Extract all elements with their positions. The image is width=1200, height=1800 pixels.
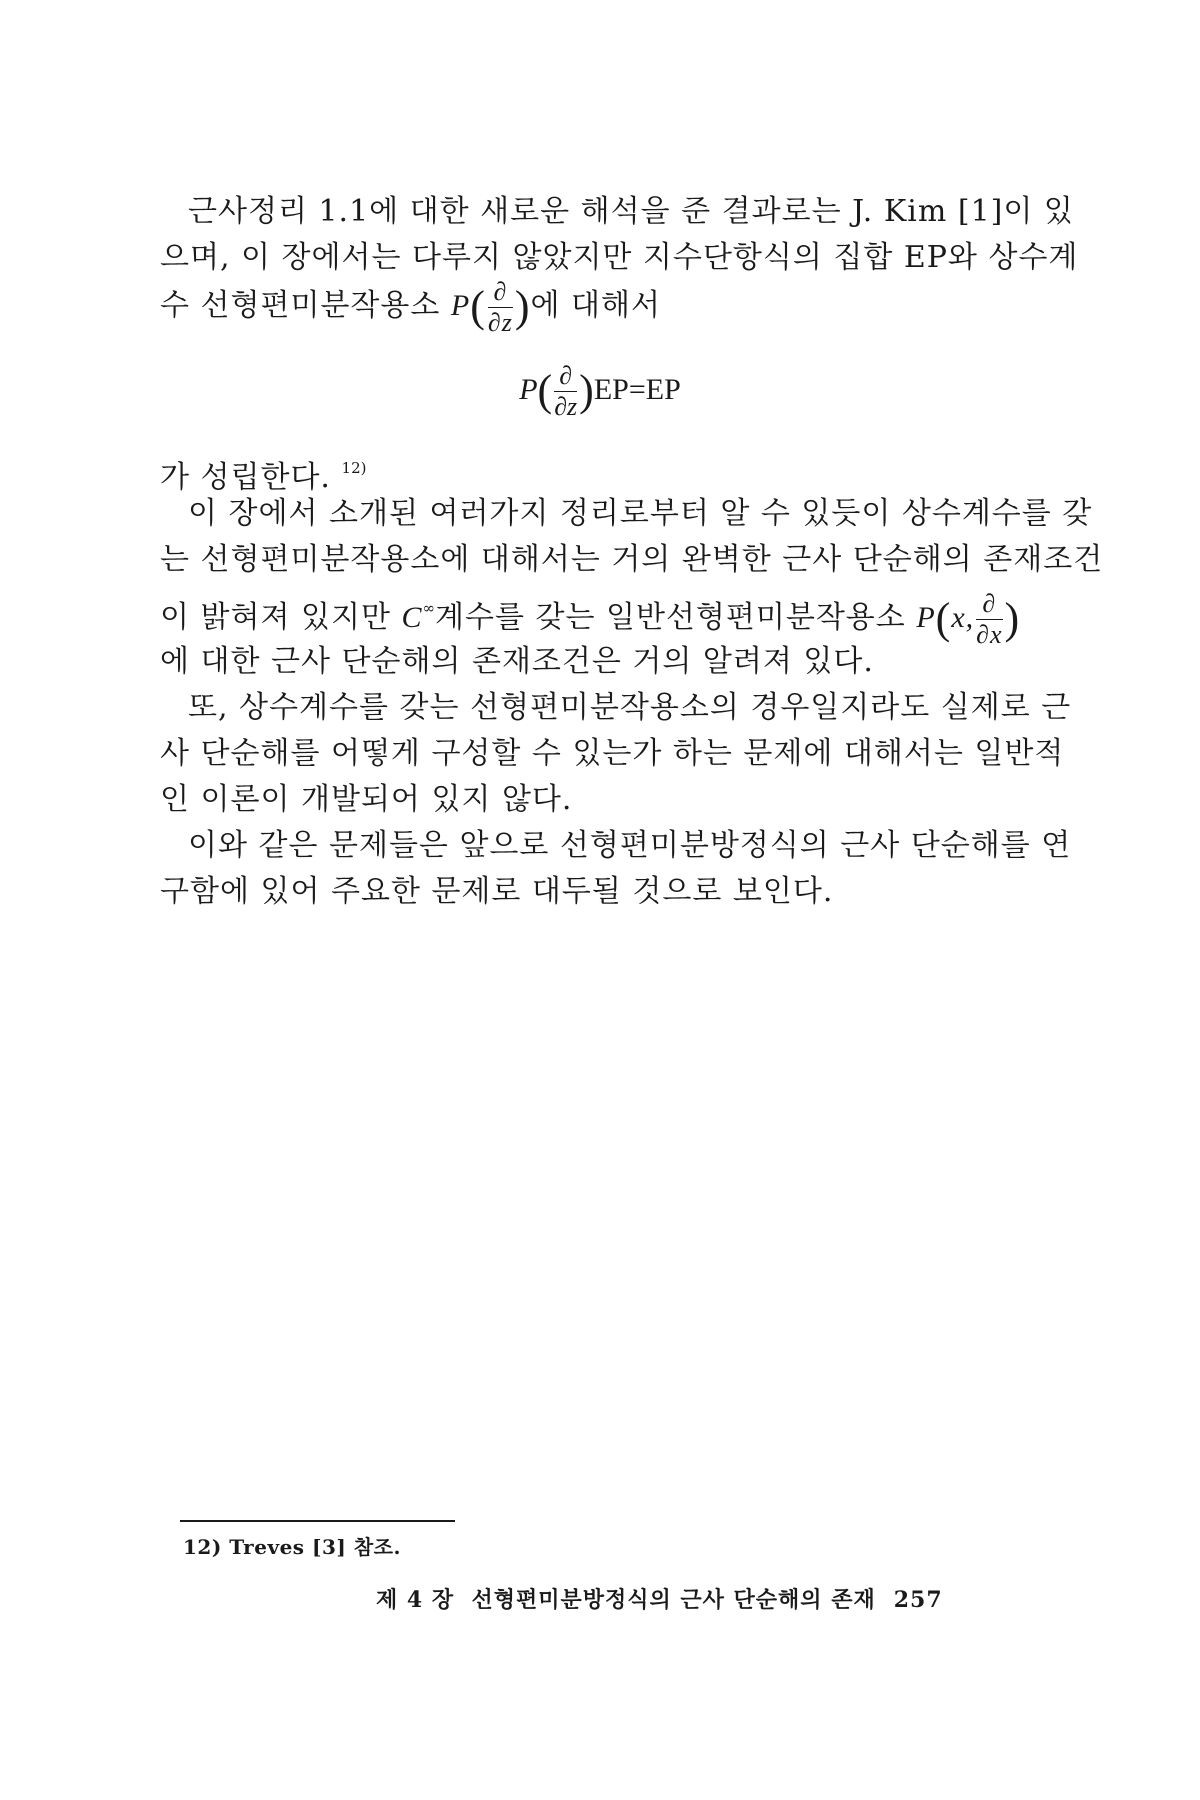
partial-derivative-fraction bbox=[554, 360, 578, 421]
partial-derivative-fraction bbox=[976, 588, 1003, 649]
text-run: 근사정리 1.1에 대한 새로운 해석을 준 결과로는 J. Kim [1]이 있 bbox=[188, 194, 1074, 229]
left-paren: ( bbox=[537, 366, 553, 415]
paragraph-1-line-3 bbox=[160, 276, 995, 336]
paragraph-1-line-2 bbox=[160, 238, 1079, 278]
footnote-rule bbox=[180, 1520, 455, 1522]
fraction-numerator: ∂ bbox=[488, 279, 513, 308]
text-run: 으며, 이 장에서는 다루지 않았지만 지수단항식의 집합 EP와 상수계 bbox=[160, 240, 1079, 275]
equation-rhs: EP=EP bbox=[593, 373, 681, 406]
text-run: 이 밝혀져 있지만 bbox=[160, 600, 391, 635]
paragraph-3-line-3 bbox=[160, 780, 995, 820]
operator-symbol: P bbox=[916, 601, 936, 634]
right-paren: ) bbox=[514, 282, 531, 331]
text-run: 에 대해서 bbox=[530, 288, 661, 323]
paragraph-4-line-2 bbox=[160, 872, 995, 912]
paragraph-2-line-4 bbox=[160, 642, 995, 682]
text-run: 가 성립한다. bbox=[160, 460, 331, 495]
left-paren: ( bbox=[470, 282, 486, 331]
text-run: 이 장에서 소개된 여러가지 정리로부터 알 수 있듯이 상수계수를 갖 bbox=[188, 496, 1093, 531]
paragraph-3-line-2 bbox=[160, 734, 1065, 774]
fraction-numerator: ∂ bbox=[976, 591, 1002, 620]
paragraph-2-line-2 bbox=[160, 540, 1104, 580]
variable-x: x, bbox=[951, 601, 975, 634]
text-run: 또, 상수계수를 갖는 선형편미분작용소의 경우일지라도 실제로 근 bbox=[188, 690, 1072, 725]
fraction-denominator: ∂z bbox=[487, 307, 513, 337]
text-run: 수 선형편미분작용소 bbox=[160, 288, 441, 323]
paragraph-2-line-3 bbox=[160, 578, 1021, 649]
text-run: 이와 같은 문제들은 앞으로 선형편미분방정식의 근사 단순해를 연 bbox=[188, 828, 1072, 863]
text-run: 는 선형편미분작용소에 대해서는 거의 완벽한 근사 단순해의 존재조건 bbox=[160, 542, 1104, 577]
text-run: 구함에 있어 주요한 문제로 대두될 것으로 보인다. bbox=[160, 874, 834, 909]
partial-derivative-fraction bbox=[487, 276, 513, 337]
text-run: 에 대한 근사 단순해의 존재조건은 거의 알려져 있다. bbox=[160, 644, 874, 679]
chapter-title: 제 4 장 선형편미분방정식의 근사 단순해의 존재 bbox=[376, 1587, 876, 1613]
right-paren: ) bbox=[1004, 594, 1021, 643]
paragraph-3-line-1 bbox=[160, 688, 1072, 728]
page-number: 257 bbox=[893, 1587, 943, 1613]
left-paren: ( bbox=[935, 594, 952, 643]
display-equation bbox=[0, 360, 1200, 420]
fraction-denominator: ∂x bbox=[976, 619, 1003, 649]
infinity-superscript: ∞ bbox=[422, 599, 435, 617]
footnote-marker: 12) bbox=[341, 459, 367, 477]
operator-symbol: P bbox=[450, 289, 471, 322]
text-run: 사 단순해를 어떻게 구성할 수 있는가 하는 문제에 대해서는 일반적 bbox=[160, 736, 1065, 771]
operator-symbol: P bbox=[519, 373, 538, 406]
paragraph-4-line-1 bbox=[160, 826, 1072, 866]
paragraph-2-line-1 bbox=[160, 494, 1093, 534]
text-run: 인 이론이 개발되어 있지 않다. bbox=[160, 782, 573, 817]
footnote: 12) Treves [3] 참조. bbox=[183, 1535, 401, 1559]
text-run: 계수를 갖는 일반선형편미분작용소 bbox=[435, 600, 906, 635]
paragraph-1-line-4 bbox=[160, 448, 995, 498]
smoothness-class-symbol: C bbox=[401, 601, 423, 634]
fraction-numerator: ∂ bbox=[554, 363, 577, 392]
running-footer bbox=[376, 1583, 943, 1617]
fraction-denominator: ∂z bbox=[554, 391, 578, 421]
paragraph-1-line-1 bbox=[160, 192, 1074, 232]
right-paren: ) bbox=[579, 366, 594, 415]
